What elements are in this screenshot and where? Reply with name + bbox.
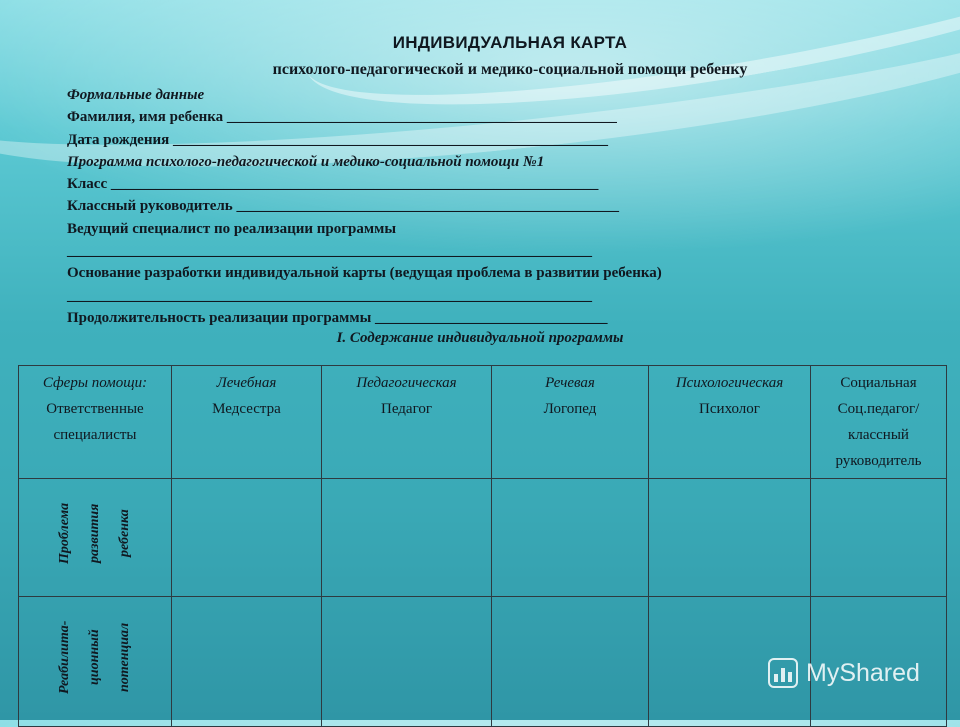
- header-sphere: Речевая: [545, 375, 595, 391]
- table-cell[interactable]: [649, 479, 811, 597]
- header-sphere: Сферы помощи:: [42, 375, 148, 391]
- header-sphere: Социальная: [840, 375, 917, 391]
- header-specialist: Педагог: [380, 401, 432, 417]
- table-cell[interactable]: [322, 479, 492, 597]
- watermark-text: MyShared: [806, 658, 920, 687]
- page-subtitle: психолого-педагогической и медико-социальной помощи ребенку: [272, 61, 748, 78]
- row-label-cell: [19, 479, 172, 597]
- form-line: Классный руководитель ___________________________________________________: [67, 198, 619, 215]
- header-sphere: Лечебная: [216, 375, 277, 391]
- form-line: ______________________________________________________________________: [67, 287, 592, 304]
- header-cell: [649, 366, 811, 479]
- form-line: Программа психолого-педагогической и медико-социальной помощи №1: [67, 153, 545, 170]
- table-cell[interactable]: [492, 597, 649, 727]
- table-cell[interactable]: [172, 479, 322, 597]
- watermark-logo: [768, 658, 920, 688]
- header-cell: [492, 366, 649, 479]
- header-cell: [322, 366, 492, 479]
- header-cell: [811, 366, 947, 479]
- table-row: [19, 479, 947, 597]
- form-fields: [67, 84, 827, 329]
- row-label-cell: [19, 597, 172, 727]
- table-cell[interactable]: [322, 597, 492, 727]
- row-label: Проблема развития ребенка: [57, 502, 132, 564]
- table-cell[interactable]: [492, 479, 649, 597]
- row-label: Реабилита-ционный потенциал: [57, 620, 132, 694]
- form-line: ______________________________________________________________________: [67, 243, 592, 260]
- form-line: Дата рождения __________________________________________________________: [67, 131, 608, 148]
- form-line: Фамилия, имя ребенка ____________________________________________________: [67, 109, 617, 126]
- header-specialist: Соц.педагог/ классный руководитель: [835, 401, 922, 469]
- section-title: I. Содержание индивидуальной программы: [336, 330, 624, 346]
- header-sphere: Педагогическая: [356, 375, 457, 391]
- form-line: Класс _________________________________________________________________: [67, 176, 599, 193]
- form-line: Формальные данные: [67, 87, 205, 103]
- form-line: Продолжительность реализации программы _______________________________: [67, 309, 608, 326]
- form-line: Основание разработки индивидуальной карты (ведущая проблема в развитии ребенка): [67, 265, 662, 282]
- header-sphere: Психологическая: [675, 375, 784, 391]
- header-cell: [172, 366, 322, 479]
- table-cell[interactable]: [811, 479, 947, 597]
- header-specialist: Ответственные специалисты: [46, 401, 144, 443]
- header-cell: [19, 366, 172, 479]
- form-line: Ведущий специалист по реализации программы: [67, 220, 397, 237]
- table-cell[interactable]: [172, 597, 322, 727]
- page-title: ИНДИВИДУАЛЬНАЯ КАРТА: [392, 33, 628, 52]
- header-specialist: Психолог: [699, 401, 760, 417]
- header-specialist: Логопед: [543, 401, 597, 417]
- table-header-row: [19, 366, 947, 479]
- chart-icon: [768, 658, 798, 688]
- header-specialist: Медсестра: [212, 401, 281, 417]
